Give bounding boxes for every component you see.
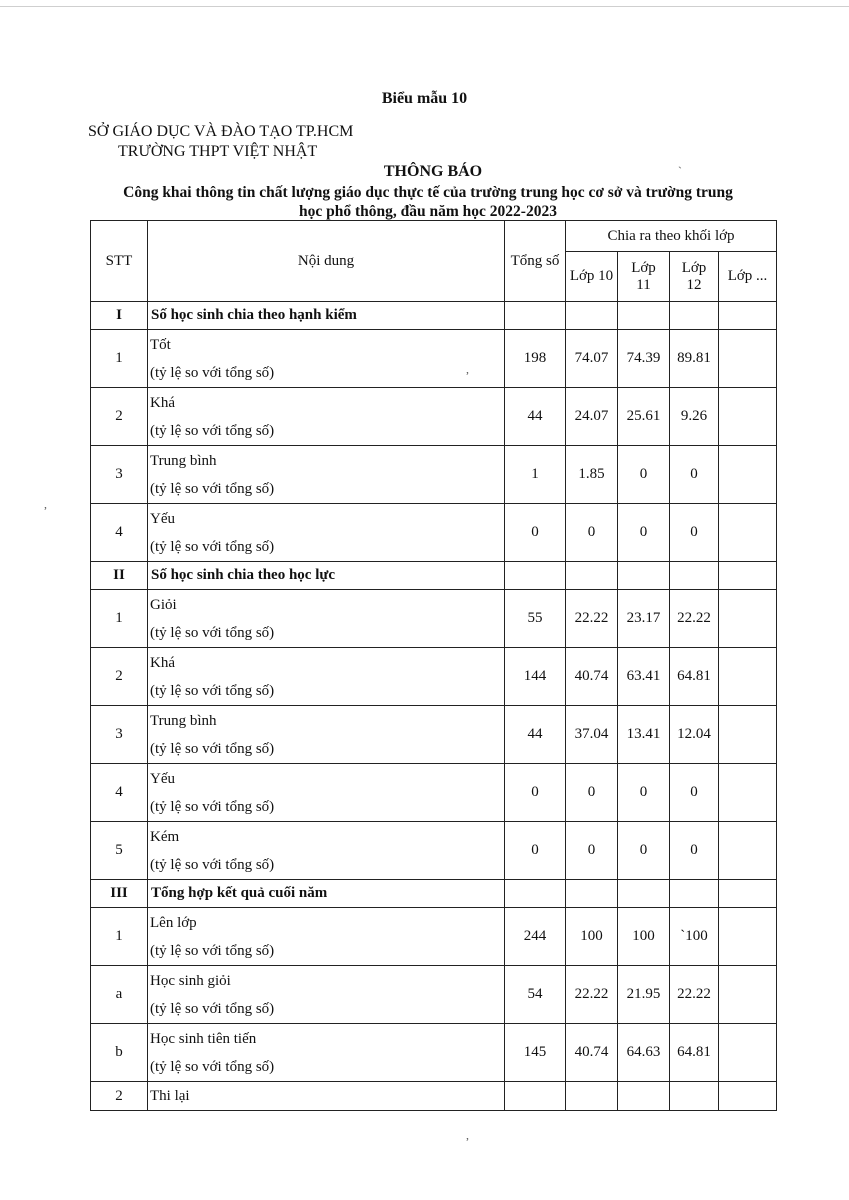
row-label: Giỏi [150,596,177,613]
cell-grade-more [719,1024,777,1082]
row-content [148,504,505,562]
ratio-note: (tỷ lệ so với tổng số) [150,798,275,815]
row-content [148,330,505,388]
notice-title: THÔNG BÁO [383,163,483,180]
cell-g11: 64.63 [618,1024,670,1082]
cell-grade-more [719,966,777,1024]
cell-grade-more [719,706,777,764]
cell-g11: 0 [618,504,670,562]
row-number: 1 [91,590,148,648]
ratio-note: (tỷ lệ so với tổng số) [150,480,275,497]
row-number: 3 [91,446,148,504]
empty-cell [670,880,719,908]
cell-g12: 0 [670,446,719,504]
header-content: Nội dung [148,221,505,302]
cell-grade-more [719,1082,777,1111]
cell-total: 0 [505,822,566,880]
empty-cell [719,880,777,908]
cell-total: 145 [505,1024,566,1082]
header-total: Tổng số [505,221,566,302]
row-label: Trung bình [150,712,217,729]
empty-cell [670,562,719,590]
cell-grade-more [719,590,777,648]
section-title: Số học sinh chia theo hạnh kiểm [148,302,505,330]
section-number: II [91,562,148,590]
row-content [148,1024,505,1082]
row-label: Khá [150,394,175,411]
cell-g12: 64.81 [670,648,719,706]
cell-g11: 13.41 [618,706,670,764]
row-label: Học sinh giỏi [150,972,231,989]
header-by-grade: Chia ra theo khối lớp [566,221,777,252]
subtitle-line-2: học phổ thông, đầu năm học 2022-2023 [299,203,557,220]
cell-g10: 0 [566,822,618,880]
row-number: 3 [91,706,148,764]
row-label: Thi lại [150,1088,190,1104]
header-grade-12 [670,252,719,302]
cell-g11: 25.61 [618,388,670,446]
school-name: TRƯỜNG THPT VIỆT NHẬT [118,143,318,160]
row-content [148,966,505,1024]
row-content [148,446,505,504]
table-row [91,330,777,388]
row-content [148,388,505,446]
table-row [91,648,777,706]
header-grade-11 [618,252,670,302]
empty-cell [618,880,670,908]
cell-total: 198 [505,330,566,388]
scan-speck: , [466,362,469,376]
cell-g10: 1.85 [566,446,618,504]
cell-g10: 0 [566,764,618,822]
cell-g10: 40.74 [566,648,618,706]
table-row [91,1024,777,1082]
cell-total: 55 [505,590,566,648]
empty-cell [618,562,670,590]
cell-grade-more [719,648,777,706]
cell-g12: 22.22 [670,966,719,1024]
row-label: Kém [150,828,180,845]
cell-total: 144 [505,648,566,706]
form-label: Biểu mẫu 10 [381,90,468,107]
quality-table [90,220,777,1111]
row-number: 2 [91,388,148,446]
empty-cell [505,880,566,908]
department-name: SỞ GIÁO DỤC VÀ ĐÀO TẠO TP.HCM [88,123,354,140]
row-number: a [91,966,148,1024]
table-row [91,1082,777,1111]
cell-total: 44 [505,706,566,764]
ratio-note: (tỷ lệ so với tổng số) [150,624,275,641]
row-label: Lên lớp [150,914,197,931]
cell-total: 44 [505,388,566,446]
row-content [148,590,505,648]
section-title: Số học sinh chia theo học lực [148,562,505,590]
header-grade-more: Lớp ... [719,252,777,302]
row-number: 2 [91,1082,148,1111]
cell-g12: 12.04 [670,706,719,764]
header-grade-12-line2: 12 [686,276,702,293]
cell-g12: 64.81 [670,1024,719,1082]
notice-subtitle [78,183,778,221]
cell-grade-more [719,504,777,562]
cell-g10 [566,1082,618,1111]
row-number: 2 [91,648,148,706]
ratio-note: (tỷ lệ so với tổng số) [150,538,275,555]
cell-total: 54 [505,966,566,1024]
table-row [91,446,777,504]
cell-g11: 23.17 [618,590,670,648]
section-number: I [91,302,148,330]
ratio-note: (tỷ lệ so với tổng số) [150,740,275,757]
empty-cell [505,562,566,590]
empty-cell [566,562,618,590]
cell-g11: 21.95 [618,966,670,1024]
cell-g10: 22.22 [566,590,618,648]
cell-g12: 89.81 [670,330,719,388]
cell-g12: 0 [670,822,719,880]
cell-g10: 40.74 [566,1024,618,1082]
cell-g11: 74.39 [618,330,670,388]
cell-g10: 74.07 [566,330,618,388]
row-label: Yếu [150,510,175,527]
row-number: 5 [91,822,148,880]
row-content [148,706,505,764]
row-label: Yếu [150,770,175,787]
ratio-note: (tỷ lệ so với tổng số) [150,1000,275,1017]
row-content [148,1082,505,1111]
empty-cell [719,562,777,590]
row-number: 1 [91,908,148,966]
ratio-note: (tỷ lệ so với tổng số) [150,942,275,959]
empty-cell [618,302,670,330]
row-number: 4 [91,504,148,562]
header-grade-10: Lớp 10 [566,252,618,302]
cell-grade-more [719,388,777,446]
table-row [91,908,777,966]
row-content [148,648,505,706]
cell-grade-more [719,446,777,504]
empty-cell [719,302,777,330]
row-number: b [91,1024,148,1082]
cell-g12 [670,1082,719,1111]
cell-g12: 0 [670,764,719,822]
cell-g10: 100 [566,908,618,966]
ratio-note: (tỷ lệ so với tổng số) [150,364,275,381]
row-label: Tốt [150,336,171,353]
cell-g12: 9.26 [670,388,719,446]
cell-g11: 63.41 [618,648,670,706]
page-top-border [0,0,849,7]
row-content [148,822,505,880]
cell-total: 0 [505,504,566,562]
cell-g10: 22.22 [566,966,618,1024]
ratio-note: (tỷ lệ so với tổng số) [150,682,275,699]
scan-speck: , [466,1128,469,1142]
row-content [148,908,505,966]
cell-g11: 0 [618,822,670,880]
header-grade-12-line1: Lớp [681,259,707,276]
subtitle-line-1: Công khai thông tin chất lượng giáo dục thực tế của trường trung học cơ sở và trường trung [123,184,733,201]
table-row [91,706,777,764]
table-row [91,764,777,822]
cell-total: 244 [505,908,566,966]
cell-grade-more [719,764,777,822]
ratio-note: (tỷ lệ so với tổng số) [150,422,275,439]
row-number: 1 [91,330,148,388]
row-label: Học sinh tiên tiến [150,1030,257,1047]
table-row [91,388,777,446]
section-row [91,562,777,590]
ratio-note: (tỷ lệ so với tổng số) [150,856,275,873]
table-row [91,590,777,648]
section-number: III [91,880,148,908]
header-grade-11-line1: Lớp [631,259,656,276]
empty-cell [566,302,618,330]
cell-g10: 37.04 [566,706,618,764]
header-stt: STT [91,221,148,302]
row-label: Khá [150,654,175,671]
scan-speck: , [44,497,47,511]
cell-total [505,1082,566,1111]
cell-g11: 0 [618,764,670,822]
section-row [91,880,777,908]
ratio-note: (tỷ lệ so với tổng số) [150,1058,275,1075]
cell-g12: 22.22 [670,590,719,648]
cell-grade-more [719,330,777,388]
table-row [91,504,777,562]
cell-g12: `100 [670,908,719,966]
row-number: 4 [91,764,148,822]
cell-total: 1 [505,446,566,504]
table-row [91,966,777,1024]
cell-g10: 0 [566,504,618,562]
empty-cell [670,302,719,330]
scan-speck: ` [678,164,682,178]
cell-g11: 100 [618,908,670,966]
cell-g10: 24.07 [566,388,618,446]
cell-g11 [618,1082,670,1111]
empty-cell [566,880,618,908]
cell-grade-more [719,822,777,880]
section-row [91,302,777,330]
cell-grade-more [719,908,777,966]
cell-g11: 0 [618,446,670,504]
section-title: Tổng hợp kết quả cuối năm [148,880,505,908]
cell-total: 0 [505,764,566,822]
empty-cell [505,302,566,330]
table-row [91,822,777,880]
header-grade-11-line2: 11 [636,276,651,293]
row-content [148,764,505,822]
row-label: Trung bình [150,452,217,469]
cell-g12: 0 [670,504,719,562]
